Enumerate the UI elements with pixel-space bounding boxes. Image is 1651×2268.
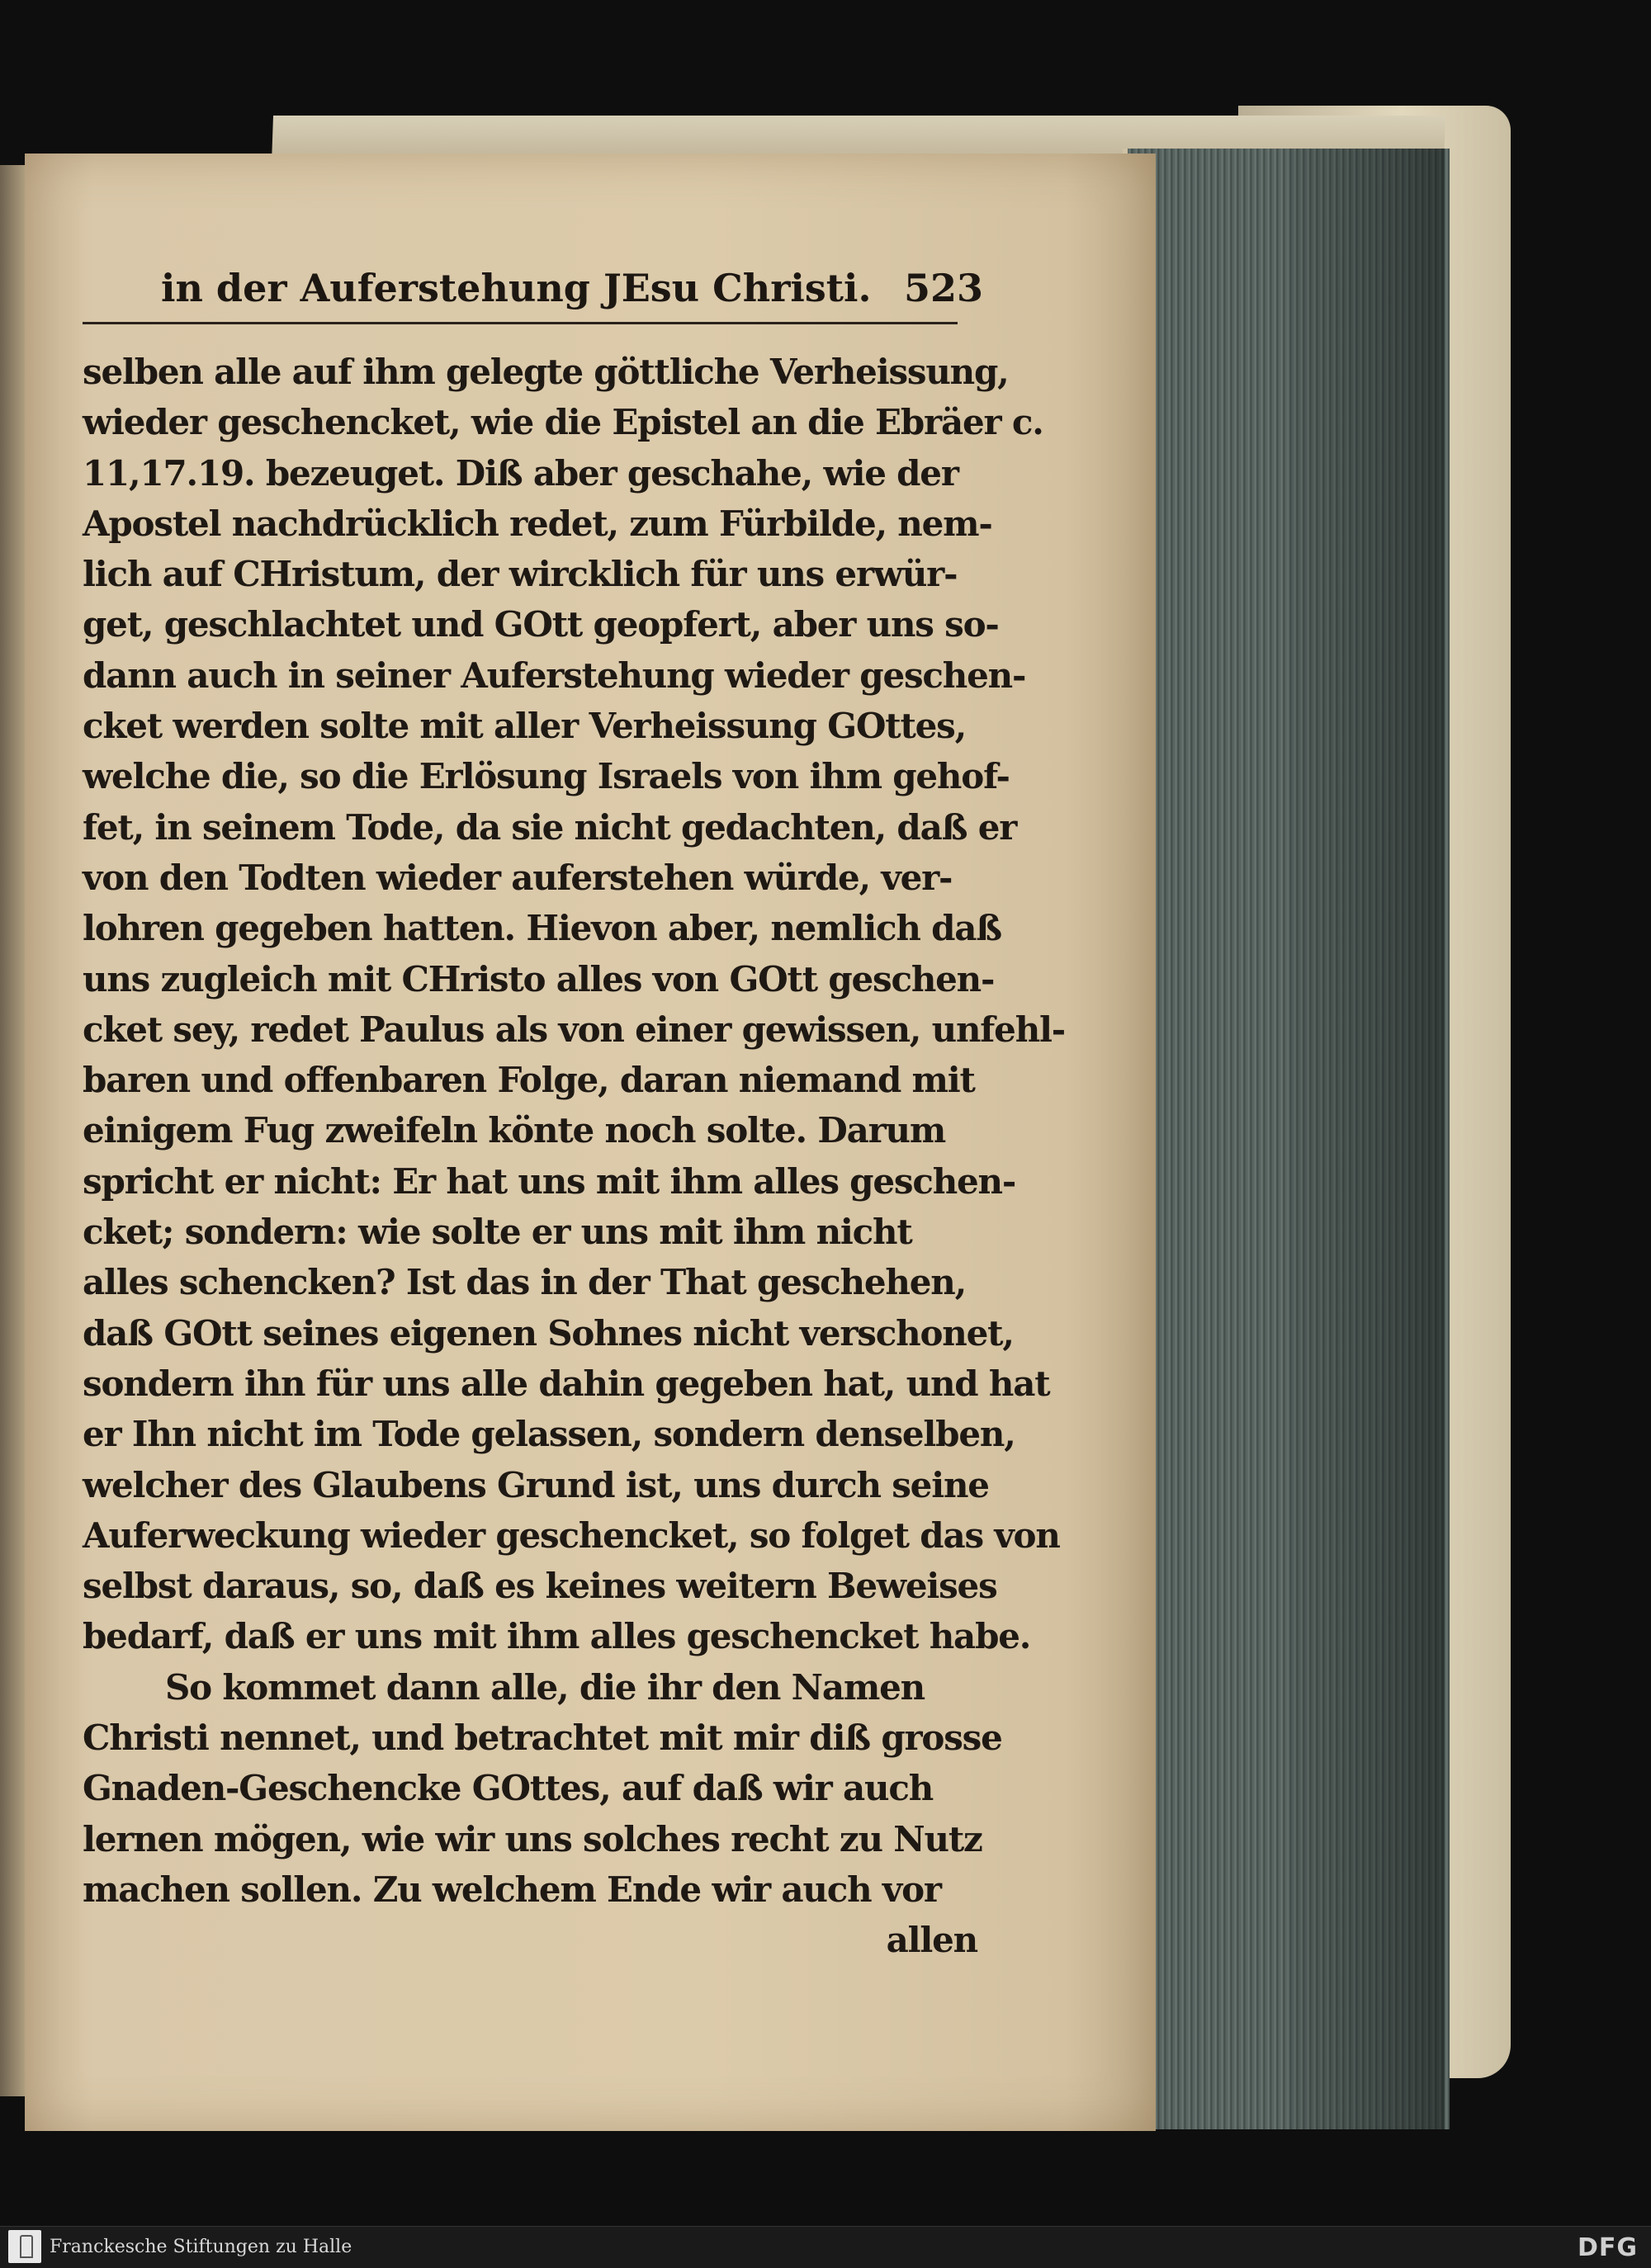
viewer-footer <box>0 2226 1651 2268</box>
text-line: lich auf CHristum, der wircklich für uns erwür- <box>83 554 958 595</box>
text-line-paragraph-start: So kommet dann alle, die ihr den Namen <box>165 1666 925 1708</box>
text-line: uns zugleich mit CHristo alles von GOtt geschen- <box>83 958 995 999</box>
fore-edge-shadow <box>1288 149 1445 2129</box>
header-rule <box>83 322 958 324</box>
text-line: fet, in seinem Tode, da sie nicht gedachten, daß er <box>83 806 1017 848</box>
text-line: dann auch in seiner Auferstehung wieder geschen- <box>83 654 1026 696</box>
text-line: Christi nennet, und betrachtet mit mir diß grosse <box>83 1718 1002 1759</box>
text-line: welcher des Glaubens Grund ist, uns durch seine <box>83 1464 989 1505</box>
text-line: machen sollen. Zu welchem Ende wir auch vor <box>83 1869 941 1910</box>
text-line: get, geschlachtet und GOtt geopfert, aber uns so- <box>83 604 999 645</box>
text-line: wieder geschencket, wie die Epistel an die Ebräer c. <box>83 402 1043 443</box>
footer-brand-logo: DFG <box>1577 2233 1638 2262</box>
text-line: cket sey, redet Paulus als von einer gewissen, unfehl- <box>83 1009 1066 1050</box>
text-line: sondern ihn für uns alle dahin gegeben hat, und hat <box>83 1363 1050 1404</box>
running-header <box>161 266 983 315</box>
text-line: Auferweckung wieder geschencket, so folget das von <box>83 1514 1060 1556</box>
page-body-text <box>83 347 1066 1966</box>
text-line: lohren gegeben hatten. Hievon aber, nemlich daß <box>83 908 1001 949</box>
header-title: in der Auferstehung JEsu Christi. <box>161 266 872 310</box>
text-line: cket werden solte mit aller Verheissung GOttes, <box>83 706 967 747</box>
text-line: Gnaden-Geschencke GOttes, auf daß wir auch <box>83 1768 934 1809</box>
text-line: er Ihn nicht im Tode gelassen, sondern denselben, <box>83 1414 1015 1455</box>
text-line: baren und offenbaren Folge, daran niemand mit <box>83 1060 975 1101</box>
catchword: allen <box>886 1920 977 1961</box>
text-line: von den Todten wieder auferstehen würde, ver- <box>83 857 953 898</box>
text-line: selben alle auf ihm gelegte göttliche Verheissung, <box>83 352 1009 392</box>
text-line: bedarf, daß er uns mit ihm alles geschencket habe. <box>83 1616 1031 1657</box>
text-line: welche die, so die Erlösung Israels von ihm gehof- <box>83 756 1010 797</box>
institution-logo-icon <box>8 2230 41 2263</box>
text-line: selbst daraus, so, daß es keines weitern Beweises <box>83 1566 997 1607</box>
text-line: 11,17.19. bezeuget. Diß aber geschahe, wie der <box>83 452 958 494</box>
text-line: Apostel nachdrücklich redet, zum Fürbilde, nem- <box>83 503 992 544</box>
page-number: 523 <box>903 266 983 310</box>
text-line: einigem Fug zweifeln könte noch solte. Darum <box>83 1110 946 1151</box>
footer-institution: Franckesche Stiftungen zu Halle <box>50 2237 352 2257</box>
text-line: daß GOtt seines eigenen Sohnes nicht verschonet, <box>83 1312 1014 1354</box>
text-line: spricht er nicht: Er hat uns mit ihm alles geschen- <box>83 1160 1016 1202</box>
text-line: alles schencken? Ist das in der That geschehen, <box>83 1262 967 1303</box>
text-line: cket; sondern: wie solte er uns mit ihm nicht <box>83 1212 912 1253</box>
text-line: lernen mögen, wie wir uns solches recht zu Nutz <box>83 1818 982 1859</box>
